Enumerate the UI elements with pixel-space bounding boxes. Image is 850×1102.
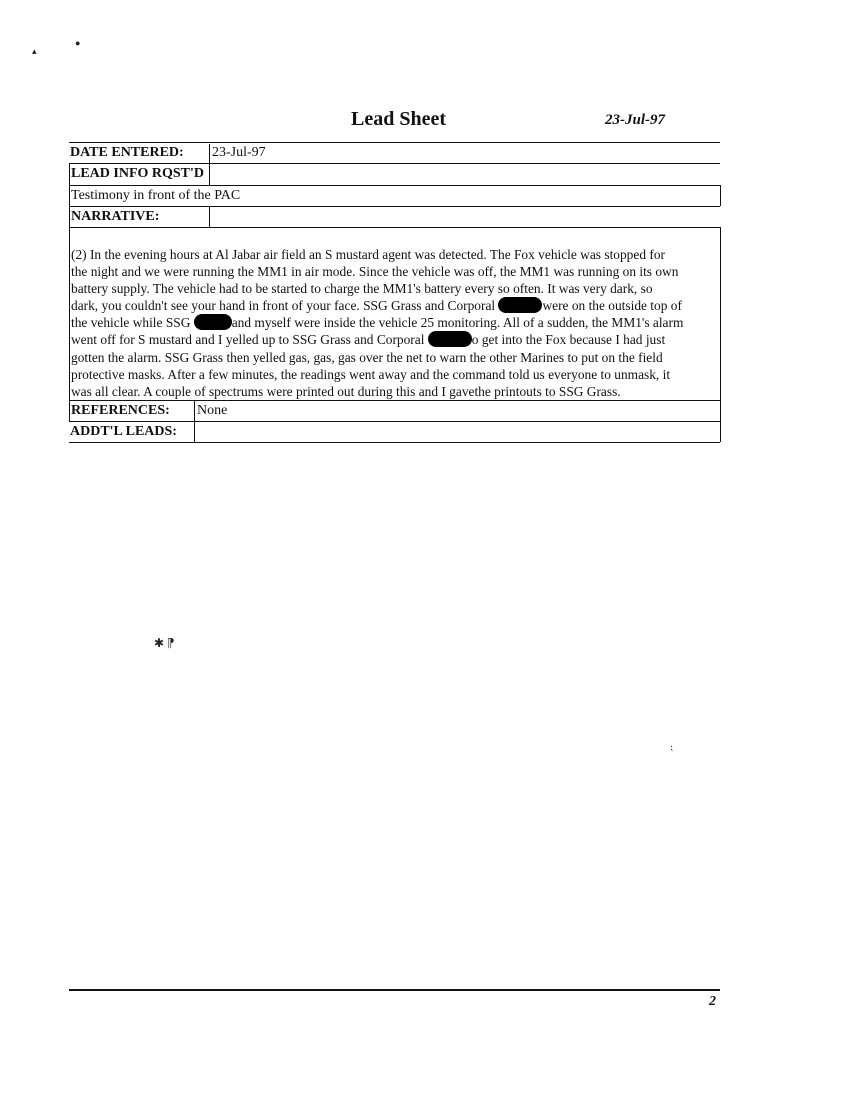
form-divider: [209, 207, 210, 227]
narrative-line: [71, 349, 723, 366]
narrative-segment: (2) In the evening hours at Al Jabar air field an S mustard agent was detected. The Fox vehicle was stopped for: [71, 247, 665, 262]
scan-speck: ●: [75, 38, 81, 48]
form-rule: [69, 400, 720, 401]
narrative-segment: and myself were inside the vehicle 25 monitoring. All of a sudden, the MM1's alarm: [231, 315, 684, 331]
form-rule: [69, 227, 720, 228]
narrative-segment: battery supply. The vehicle had to be started to charge the MM1's battery every so often. It was very dark, so: [71, 281, 653, 297]
narrative-line: [71, 314, 723, 331]
form-rule: [69, 421, 720, 422]
narrative-line: [71, 263, 723, 280]
narrative-segment: protective masks. After a few minutes, the readings went away and the command told us everyone to unmask, it: [71, 366, 671, 382]
redaction-mark: [194, 314, 232, 330]
addtl-leads-label: ADDT'L LEADS:: [70, 424, 177, 439]
form-rule: [69, 206, 720, 207]
lead-info-value: Testimony in front of the PAC: [71, 188, 241, 203]
narrative-line: [71, 246, 723, 263]
page-title: Lead Sheet: [351, 108, 446, 130]
references-label: REFERENCES:: [71, 403, 170, 418]
redaction-mark: [428, 331, 472, 347]
narrative-segment: the vehicle while SSG: [71, 315, 194, 331]
header-date: 23-Jul-97: [605, 112, 665, 128]
form-divider: [69, 164, 70, 227]
narrative-segment: went off for S mustard and I yelled up to SSG Grass and Corporal: [71, 332, 428, 348]
form-divider: [720, 185, 721, 206]
narrative-segment: were on the outside top of: [542, 298, 682, 314]
date-entered-label: DATE ENTERED:: [70, 145, 184, 160]
scan-speck: ✱ ⁋: [154, 636, 175, 650]
form-rule: [69, 185, 720, 186]
narrative-label: NARRATIVE:: [71, 209, 160, 224]
form-divider: [69, 400, 70, 421]
form-divider: [209, 164, 210, 185]
form-rule: [69, 163, 720, 164]
narrative-segment: gotten the alarm. SSG Grass then yelled gas, gas, gas over the net to warn the other Marines to put on the field: [71, 349, 663, 365]
narrative-line: [71, 366, 723, 383]
form-rule: [69, 142, 720, 143]
form-divider: [194, 400, 195, 442]
references-value: None: [197, 403, 228, 418]
narrative-segment: dark, you couldn't see your hand in front of your face. SSG Grass and Corporal: [71, 298, 499, 314]
form-divider: [69, 227, 70, 400]
date-entered-value: 23-Jul-97: [212, 145, 266, 160]
narrative-line: [71, 331, 723, 348]
form-rule: [69, 442, 720, 443]
scan-speck: ▴: [32, 46, 37, 56]
redaction-mark: [498, 297, 542, 313]
narrative-text: [71, 246, 723, 400]
narrative-line: [71, 280, 723, 297]
footer-rule: [69, 989, 720, 991]
scan-speck: ⁏: [670, 742, 674, 752]
lead-info-label: LEAD INFO RQST'D: [71, 166, 205, 181]
page-number: 2: [709, 994, 716, 1009]
narrative-segment: the night and we were running the MM1 in air mode. Since the vehicle was off, the MM1 was running on its own: [71, 264, 679, 280]
narrative-line: [71, 383, 723, 400]
narrative-segment: o get into the Fox because I had just: [471, 332, 666, 348]
form-divider: [209, 144, 210, 164]
narrative-segment: was all clear. A couple of spectrums were printed out during this and I gavethe printouts to SSG Grass.: [71, 383, 621, 399]
narrative-line: [71, 297, 723, 314]
